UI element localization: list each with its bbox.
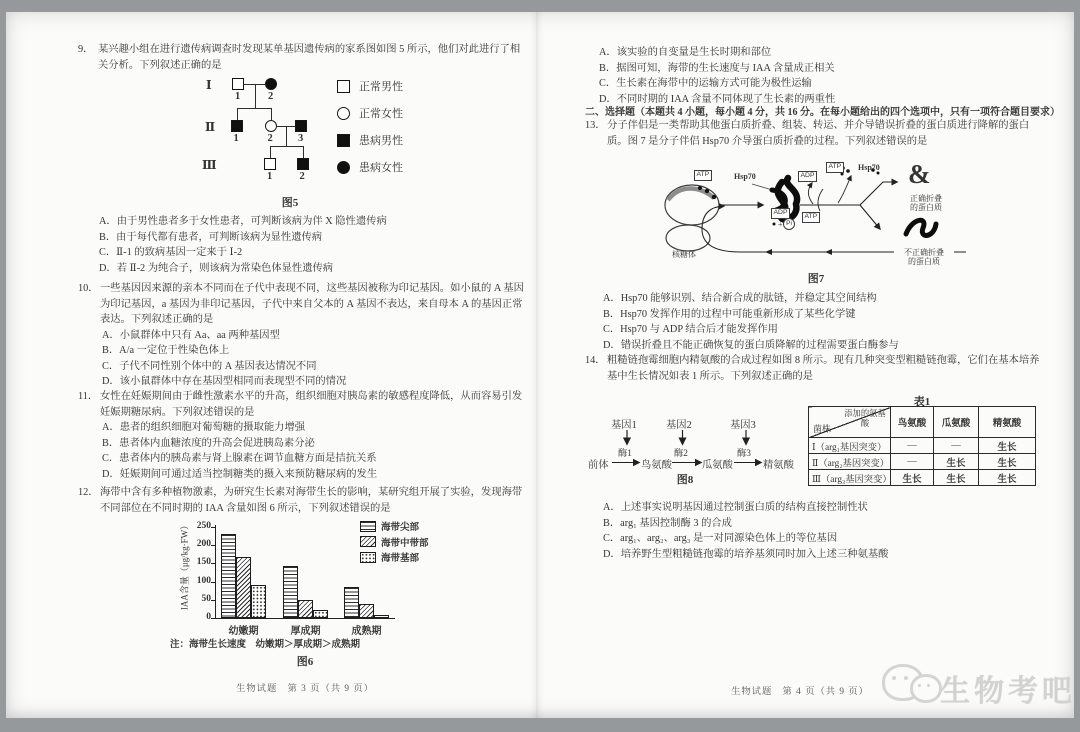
table1-cell-1-2: — bbox=[934, 438, 979, 454]
fig6-bar-海带基部-幼嫩期 bbox=[251, 585, 266, 618]
fig6-bar-海带中带部-成熟期 bbox=[359, 604, 374, 618]
fig7-correct-line2: 的蛋白质 bbox=[910, 203, 942, 212]
table1-col-ornithine: 鸟氨酸 bbox=[891, 407, 934, 438]
affected-female-icon bbox=[337, 161, 350, 174]
legend-label: 患病女性 bbox=[359, 162, 403, 174]
normal-female-icon bbox=[337, 107, 350, 120]
option-13c: C．Hsp70 与 ADP 结合后才能发挥作用 bbox=[603, 324, 778, 335]
fig6-tick-mark bbox=[211, 563, 215, 564]
option-10a: A．小鼠群体中只有 Aa、aa 两种基因型 bbox=[102, 329, 280, 341]
table1-row-3 bbox=[809, 470, 1036, 486]
table1-cell-1-1: — bbox=[891, 438, 934, 454]
fig6-ytick-150: 150 bbox=[196, 557, 211, 568]
fig6-note: 注：海带生长速度 幼嫩期＞厚成期＞成熟期 bbox=[170, 640, 361, 650]
figure8-caption: 图8 bbox=[676, 474, 694, 486]
figure5-caption: 图5 bbox=[281, 197, 299, 209]
question-11-stem: 女性在妊娠期间由于雌性激素水平的升高，组织细胞对胰岛素的敏感程度降低，从而容易引发妊娠期糖尿病。下列叙述错误的是 bbox=[100, 391, 523, 418]
question-10-number: 10． bbox=[78, 283, 99, 294]
affected-male-icon bbox=[337, 134, 350, 147]
figure6-bar-chart bbox=[168, 515, 458, 680]
fig7-incorrect-line1: 不正确折叠 bbox=[904, 248, 944, 257]
option-14d: D．培养野生型粗糙链孢霉的培养基须同时加入上述三种氨基酸 bbox=[603, 548, 889, 560]
option-10b: B．A/a 一定位于性染色体上 bbox=[102, 345, 230, 356]
question-9 bbox=[78, 42, 530, 73]
fig7-adp-blob-chip: ADP bbox=[771, 208, 790, 219]
pedigree-legend-item-0 bbox=[337, 78, 403, 94]
fig6-xlabel-厚成期: 厚成期 bbox=[290, 626, 321, 637]
fig7-correct-line1: 正确折叠 bbox=[910, 194, 942, 203]
figure8-pathway-diagram bbox=[560, 414, 812, 486]
fig6-bar-海带尖部-成熟期 bbox=[344, 587, 359, 618]
option-14a: A．上述事实说明基因通过控制蛋白质的结构直接控制性状 bbox=[603, 502, 868, 513]
pedigree-generation-3: Ⅲ bbox=[202, 158, 217, 172]
option-9a: A．由于男性患者多于女性患者，可判断该病为伴 X 隐性遗传病 bbox=[99, 216, 387, 227]
pedigree-line bbox=[303, 146, 304, 158]
pedigree-legend-item-1 bbox=[337, 105, 403, 121]
option-14b: B．arg₁ 基因控制酶 3 的合成 bbox=[603, 517, 732, 529]
option-11c: C．患者体内的胰岛素与肾上腺素在调节血糖方面是拮抗关系 bbox=[102, 453, 377, 464]
fig7-plus-sign: + bbox=[778, 220, 783, 229]
table1-caption: 表1 bbox=[913, 396, 931, 408]
fig6-y-axis bbox=[215, 525, 216, 619]
table1-cell-3-2: 生长 bbox=[934, 470, 979, 486]
fig6-y-axis-label: IAA含量（μg/kg·FW） bbox=[179, 520, 190, 611]
fig8-node-precursor: 前体 bbox=[588, 460, 609, 471]
pedigree-line bbox=[271, 108, 272, 120]
fig8-gene2: 基因2 bbox=[666, 420, 692, 431]
legend-label: 患病男性 bbox=[359, 135, 403, 147]
option-13d: D．错误折叠且不能正确恢复的蛋白质降解的过程需要蛋白酶参与 bbox=[603, 339, 899, 351]
fig8-enzyme2: 酶2 bbox=[674, 449, 688, 459]
pedigree-number-I-2: 2 bbox=[268, 91, 274, 102]
fig6-legend-label: 海带尖部 bbox=[381, 523, 420, 533]
fig6-tick-mark bbox=[211, 600, 215, 601]
fig7-atp-top-chip: ATP bbox=[826, 162, 844, 173]
table1-cell-2-1: — bbox=[891, 454, 934, 470]
fig7-incorrect-protein-label bbox=[894, 248, 954, 266]
question-12-options bbox=[599, 45, 1039, 107]
question-14-stem: 粗糙链孢霉细胞内精氨酸的合成过程如图 8 所示。现有几种突变型粗糙链孢霉，它们在基本培养基中生长情况如表 1 所示。下列叙述正确的是 bbox=[607, 355, 1040, 382]
question-14-number: 14． bbox=[585, 355, 606, 366]
option-9b: B．由于每代都有患者，可判断该病为显性遗传病 bbox=[99, 231, 323, 243]
option-14c: C．arg₁、arg₂、arg₃ 是一对同源染色体上的等位基因 bbox=[603, 533, 838, 544]
question-12-stem: 海带中含有多种植物激素，为研究生长素对海带生长的影响，某研究组开展了实验，发现海带不同部位在不同时期的 IAA 含量如图 6 所示，下列叙述错误的是 bbox=[100, 487, 523, 514]
option-12c: C．生长素在海带中的运输方式可能为极性运输 bbox=[599, 78, 812, 89]
figure7-chaperone-diagram bbox=[630, 158, 1042, 292]
table1-header-row bbox=[809, 407, 1036, 438]
question-9-stem: 某兴趣小组在进行遗传病调查时发现某单基因遗传病的家系图如图 5 所示，他们对此进行了相关分析。下列叙述正确的是 bbox=[98, 44, 521, 71]
table1-cell-2-2: 生长 bbox=[934, 454, 979, 470]
option-9c: C．Ⅱ-1 的致病基因一定来于 Ⅰ-2 bbox=[99, 247, 243, 258]
table1-strain-1: Ⅰ（arg₁基因突变） bbox=[809, 438, 891, 454]
pedigree-number-II-1: 1 bbox=[233, 133, 239, 144]
pedigree-number-I-1: 1 bbox=[235, 91, 241, 102]
pedigree-member-III-1 bbox=[264, 158, 276, 170]
table1-cell-3-3: 生长 bbox=[979, 470, 1036, 486]
pedigree-legend-item-2 bbox=[337, 132, 403, 148]
fig6-tick-mark bbox=[211, 582, 215, 583]
question-10 bbox=[78, 281, 530, 390]
pedigree-line bbox=[237, 108, 238, 120]
pedigree-member-II-2 bbox=[265, 120, 277, 132]
pedigree-generation-1: Ⅰ bbox=[206, 78, 212, 92]
pedigree-member-I-1 bbox=[232, 78, 244, 90]
question-10-options bbox=[102, 328, 530, 390]
table1-row-2 bbox=[809, 454, 1036, 470]
footer-page3: 生物试题 第 3 页（共 9 页） bbox=[236, 684, 374, 694]
figure7-caption: 图7 bbox=[807, 273, 825, 285]
option-11b: B．患者体内血糖浓度的升高会促进胰岛素分泌 bbox=[102, 437, 315, 449]
table1-cell-3-1: 生长 bbox=[891, 470, 934, 486]
pedigree-line bbox=[255, 84, 256, 108]
option-11a: A．患者的组织细胞对葡萄糖的摄取能力增强 bbox=[102, 422, 306, 433]
normal-male-icon bbox=[337, 80, 350, 93]
fig8-node-arginine: 精氨酸 bbox=[763, 460, 794, 471]
pedigree-member-I-2 bbox=[265, 78, 277, 90]
pedigree-number-III-1: 1 bbox=[267, 171, 273, 182]
option-13b: B．Hsp70 发挥作用的过程中可能重新形成了某些化学键 bbox=[603, 308, 856, 320]
question-12 bbox=[78, 485, 530, 516]
question-13-options bbox=[603, 291, 1043, 353]
question-13-stem: 分子伴侣是一类帮助其他蛋白质折叠、组装、转运、并介导错误折叠的蛋白质进行降解的蛋白质。图 7 是分子伴侣 Hsp70 介导蛋白质折叠的过程。下列叙述错误的是 bbox=[607, 120, 1030, 147]
fig6-bar-海带尖部-幼嫩期 bbox=[221, 534, 236, 618]
fig6-ytick-100: 100 bbox=[196, 575, 211, 586]
table1-col-arginine: 精氨酸 bbox=[979, 407, 1036, 438]
fig6-legend-item-0 bbox=[360, 519, 419, 533]
fig6-xlabel-幼嫩期: 幼嫩期 bbox=[228, 626, 259, 637]
fig6-legend-swatch bbox=[360, 536, 376, 547]
question-9-number: 9． bbox=[78, 44, 94, 55]
pedigree-member-III-2 bbox=[297, 158, 309, 170]
footer-page4: 生物试题 第 4 页（共 9 页） bbox=[731, 687, 869, 697]
table1-row-1 bbox=[809, 438, 1036, 454]
fig6-legend-item-2 bbox=[360, 550, 419, 564]
watermark-text: 生物考吧 bbox=[940, 675, 1076, 708]
pedigree-member-II-1 bbox=[231, 120, 243, 132]
table1-col-citrulline: 瓜氨酸 bbox=[934, 407, 979, 438]
fig7-hsp70-top-label: Hsp70 bbox=[858, 163, 880, 172]
pedigree-number-III-2: 2 bbox=[299, 171, 305, 182]
fig6-tick-mark bbox=[211, 618, 215, 619]
fig7-ribosome-label: 核糖体 bbox=[672, 250, 696, 259]
option-12a: A．该实验的自变量是生长时期和部位 bbox=[599, 47, 772, 58]
pedigree-number-II-2: 2 bbox=[267, 133, 273, 144]
pedigree-number-II-3: 3 bbox=[298, 133, 304, 144]
pedigree-member-II-3 bbox=[295, 120, 307, 132]
question-14-options bbox=[603, 500, 1043, 562]
pedigree-line bbox=[286, 126, 287, 146]
fig7-correct-protein-label bbox=[902, 194, 950, 212]
option-9d: D．若 Ⅱ-2 为纯合子，则该病为常染色体显性遗传病 bbox=[99, 262, 334, 274]
fig6-bar-海带中带部-幼嫩期 bbox=[236, 557, 251, 618]
fig6-bar-海带基部-厚成期 bbox=[313, 610, 328, 618]
table1 bbox=[808, 406, 1036, 486]
fig6-legend-swatch bbox=[360, 552, 376, 563]
wechat-bubble-small-icon bbox=[910, 674, 942, 703]
table1-cell-2-3: 生长 bbox=[979, 454, 1036, 470]
watermark bbox=[880, 658, 1080, 720]
pedigree-generation-2: Ⅱ bbox=[205, 120, 216, 134]
table1-corner-bottom: 菌株 bbox=[813, 424, 832, 434]
pedigree-line bbox=[270, 146, 303, 147]
fig7-adp-exchange-chip: ADP bbox=[798, 171, 817, 182]
table1-block bbox=[808, 395, 1040, 486]
table1-strain-2: Ⅱ（arg₂基因突变） bbox=[809, 454, 891, 470]
question-9-options bbox=[99, 214, 529, 276]
fig7-correct-protein-glyph: & bbox=[908, 159, 931, 189]
page-gutter-seam bbox=[530, 12, 544, 718]
option-10c: C．子代不同性别个体中的 A 基因表达情况不同 bbox=[102, 360, 317, 372]
fig6-bar-海带基部-成熟期 bbox=[374, 615, 389, 618]
pedigree-line bbox=[270, 146, 271, 158]
fig6-legend-label: 海带基部 bbox=[381, 554, 420, 564]
legend-label: 正常男性 bbox=[359, 81, 403, 93]
fig7-incorrect-line2: 的蛋白质 bbox=[908, 257, 940, 266]
legend-label: 正常女性 bbox=[359, 108, 403, 120]
fig6-bar-海带尖部-厚成期 bbox=[283, 566, 298, 618]
pedigree-legend-item-3 bbox=[337, 159, 403, 175]
fig8-node-ornithine: 鸟氨酸 bbox=[641, 460, 672, 471]
fig6-legend-label: 海带中带部 bbox=[381, 538, 429, 549]
fig8-gene1: 基因1 bbox=[611, 420, 637, 431]
question-14 bbox=[585, 353, 1041, 384]
table1-cell-1-3: 生长 bbox=[979, 438, 1036, 454]
fig8-node-citrulline: 瓜氨酸 bbox=[702, 460, 733, 471]
fig7-pi-circle: Pi bbox=[783, 218, 795, 230]
fig6-tick-mark bbox=[211, 527, 215, 528]
option-10d: D．该小鼠群体中存在基因型相同而表现型不同的情况 bbox=[102, 376, 347, 387]
question-11-options bbox=[102, 420, 530, 482]
table1-corner-top: 添加的氨基酸 bbox=[844, 409, 886, 428]
fig6-ytick-50: 50 bbox=[201, 593, 211, 604]
fig7-atp-ribosome-chip: ATP bbox=[694, 170, 712, 181]
figure5-pedigree bbox=[175, 76, 475, 218]
question-13 bbox=[585, 118, 1041, 149]
table1-strain-3: Ⅲ（arg₃基因突变） bbox=[809, 470, 891, 486]
option-12d: D．不同时期的 IAA 含量不同体现了生长素的两重性 bbox=[599, 93, 836, 105]
fig8-enzyme1: 酶1 bbox=[618, 449, 632, 459]
question-10-stem: 一些基因因来源的亲本不同而在子代中表现不同，这些基因被称为印记基因。如小鼠的 A 基因为印记基因，a 基因为非印记基因，子代中来自父本的 A 基因不表达，来自母本 A 的基因正常表达。下列叙述正确的是 bbox=[100, 283, 524, 325]
fig6-tick-mark bbox=[211, 545, 215, 546]
fig8-enzyme3: 酶3 bbox=[737, 449, 751, 459]
fig6-legend-item-1 bbox=[360, 535, 429, 549]
pedigree-line bbox=[237, 108, 271, 109]
table1-corner-cell bbox=[809, 407, 891, 438]
fig6-xlabel-成熟期: 成熟期 bbox=[351, 626, 382, 637]
fig6-ytick-200: 200 bbox=[196, 539, 211, 550]
fig6-x-axis bbox=[215, 618, 395, 619]
fig6-ytick-0: 0 bbox=[206, 612, 211, 622]
question-12-number: 12． bbox=[78, 487, 99, 498]
question-13-number: 13． bbox=[585, 120, 606, 131]
paper-spread bbox=[6, 12, 1074, 718]
question-11 bbox=[78, 389, 530, 482]
section-2-header: 二、选择题（本题共 4 小题，每小题 4 分，共 16 分。在每小题给出的四个选项中，只有一项符合题目要求） bbox=[585, 107, 1060, 118]
option-11d: D．妊娠期间可通过适当控制糖类的摄入来预防糖尿病的发生 bbox=[102, 468, 378, 480]
fig8-gene3: 基因3 bbox=[730, 420, 756, 431]
figure6-caption: 图6 bbox=[296, 656, 314, 668]
fig7-atp-exchange-chip: ATP bbox=[802, 212, 820, 223]
fig6-bar-海带中带部-厚成期 bbox=[298, 600, 313, 618]
option-12b: B．据图可知，海带的生长速度与 IAA 含量成正相关 bbox=[599, 62, 835, 74]
fig7-hsp70-left-label: Hsp70 bbox=[734, 172, 756, 181]
question-11-number: 11． bbox=[78, 391, 99, 402]
option-13a: A．Hsp70 能够识别、结合新合成的肽链，并稳定其空间结构 bbox=[603, 293, 877, 304]
fig6-ytick-250: 250 bbox=[196, 520, 211, 531]
fig6-legend-swatch bbox=[360, 521, 376, 532]
